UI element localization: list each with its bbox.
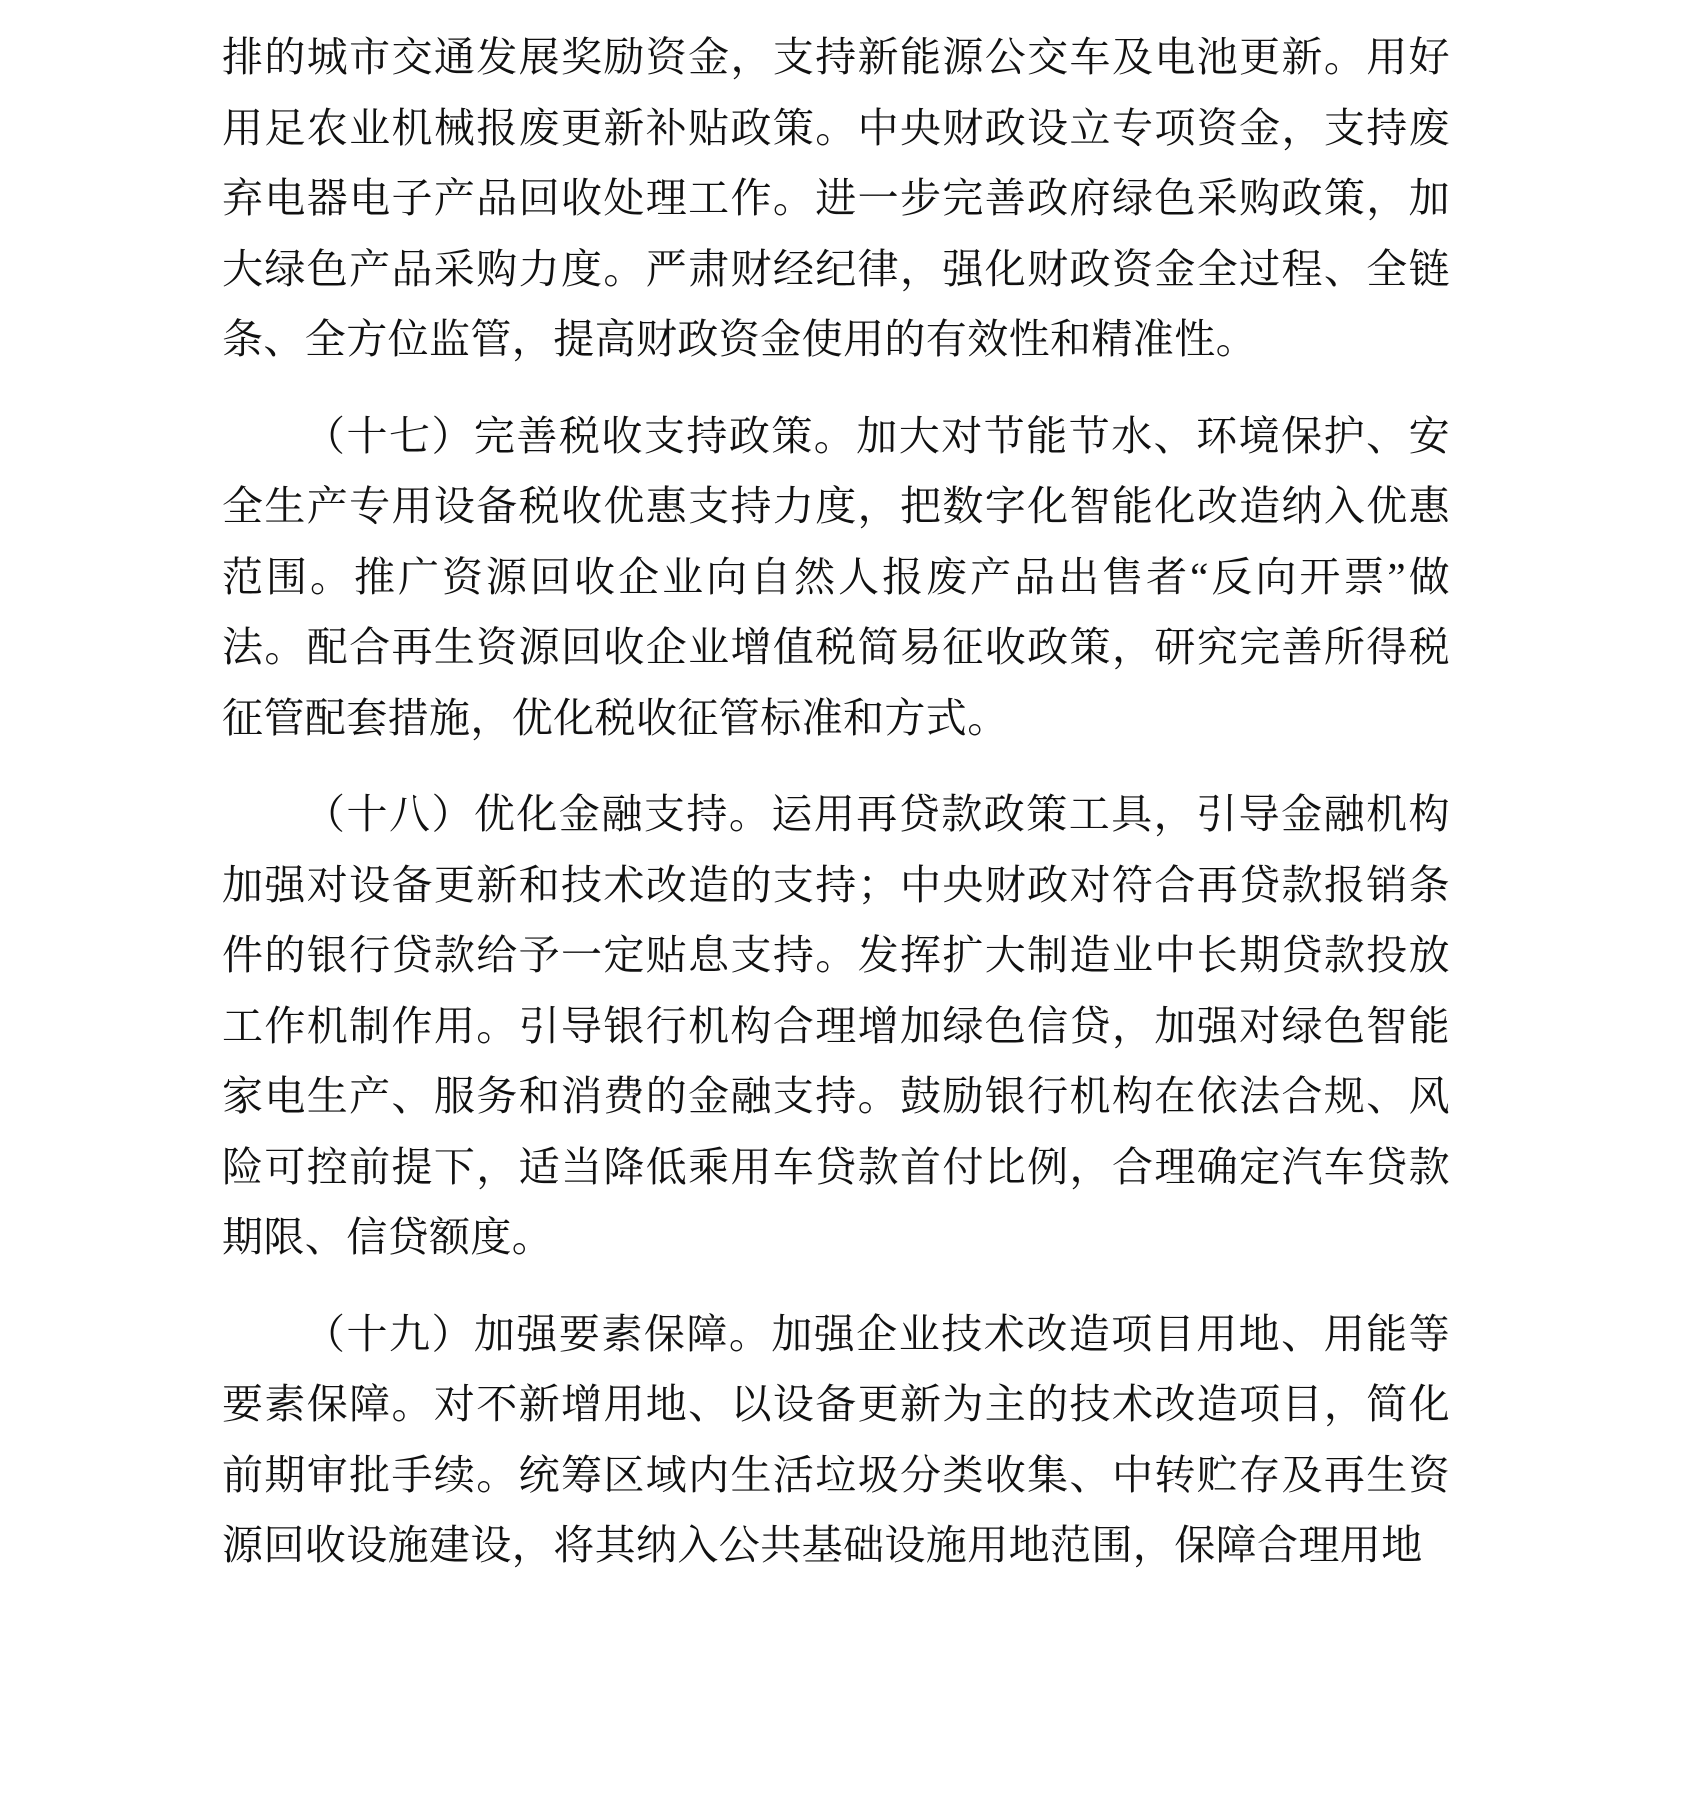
paragraph-section-19: （十九）加强要素保障。加强企业技术改造项目用地、用能等要素保障。对不新增用地、以设备更新为主的技术改造项目，简化前期审批手续。统筹区域内生活垃圾分类收集、中转贮存及再生资源回收设施建设，将其纳入公共基础设施用地范围，保障合理用地 [222,1310,1450,1569]
paragraph-section-18: （十八）优化金融支持。运用再贷款政策工具，引导金融机构加强对设备更新和技术改造的支持；中央财政对符合再贷款报销条件的银行贷款给予一定贴息支持。发挥扩大制造业中长期贷款投放工作机制作用。引导银行机构合理增加绿色信贷，加强对绿色智能家电生产、服务和消费的金融支持。鼓励银行机构在依法合规、风险可控前提下，适当降低乘用车贷款首付比例，合理确定汽车贷款期限、信贷额度。 [222,791,1450,1261]
document-body [222,22,1450,1581]
paragraph-section-17: （十七）完善税收支持政策。加大对节能节水、环境保护、安全生产专用设备税收优惠支持力度，把数字化智能化改造纳入优惠范围。推广资源回收企业向自然人报废产品出售者“反向开票”做法。配合再生资源回收企业增值税简易征收政策，研究完善所得税征管配套措施，优化税收征管标准和方式。 [222,412,1450,741]
paragraph-continued: 排的城市交通发展奖励资金，支持新能源公交车及电池更新。用好用足农业机械报废更新补贴政策。中央财政设立专项资金，支持废弃电器电子产品回收处理工作。进一步完善政府绿色采购政策，加大绿色产品采购力度。严肃财经纪律，强化财政资金全过程、全链条、全方位监管，提高财政资金使用的有效性和精准性。 [222,34,1450,363]
